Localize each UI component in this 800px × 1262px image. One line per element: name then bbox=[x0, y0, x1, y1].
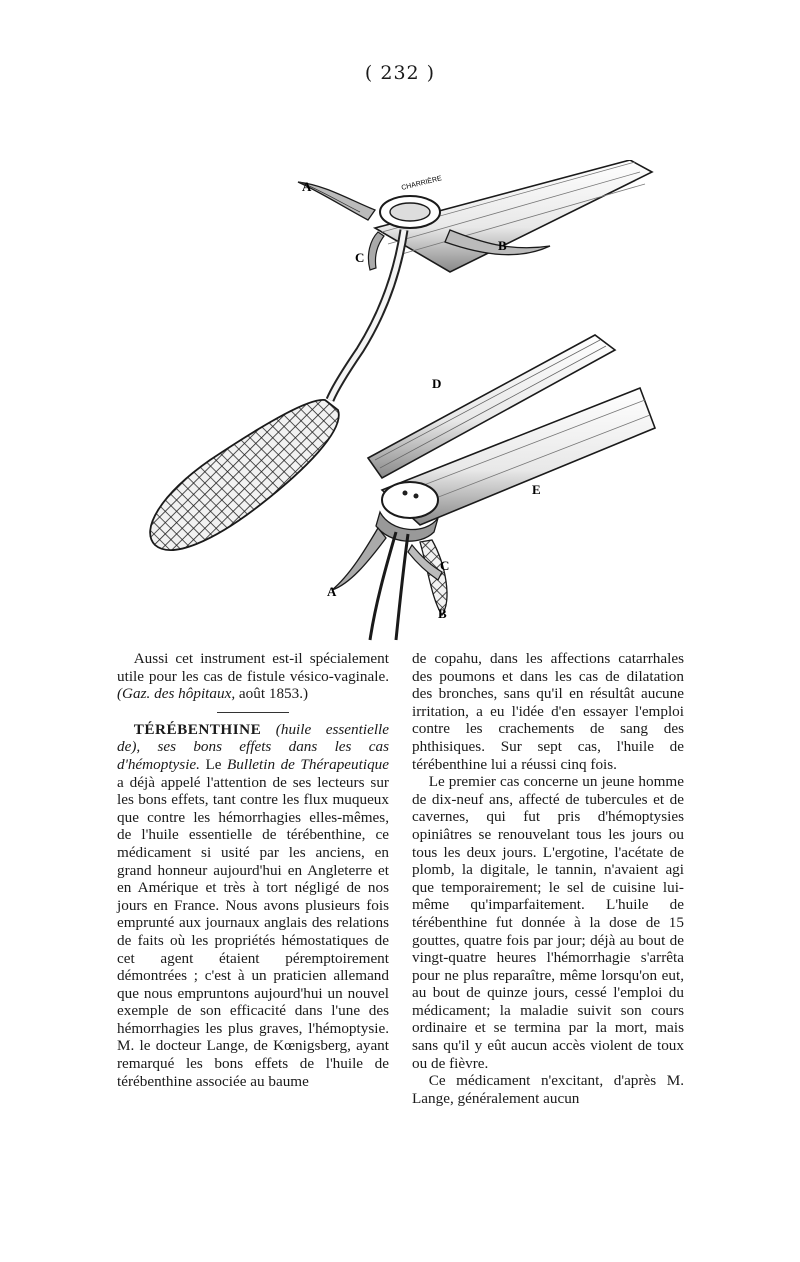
section-divider bbox=[217, 712, 289, 713]
citation-gazette: (Gaz. des hôpitaux, bbox=[117, 685, 236, 703]
label-d: D bbox=[432, 376, 442, 391]
label-a-lower: A bbox=[327, 584, 337, 599]
entry-headword: TÉRÉBENTHINE bbox=[133, 720, 262, 738]
left-column bbox=[117, 650, 389, 1090]
label-c-upper: C bbox=[355, 250, 365, 265]
label-a-upper: A bbox=[302, 179, 312, 194]
right-paragraph-3: Ce médicament n'excitant, d'après M. Lange, généralement aucun bbox=[412, 1072, 684, 1107]
label-c-lower: C bbox=[440, 558, 450, 573]
right-paragraph-1: de copahu, dans les affections catarrhales des poumons et dans les cas de dilatation des bronches, sans qu'il en résultât aucune irritation, a eu l'idée d'en essayer l'emploi contre les crachements de sang des phthisiques. Sur sept cas, l'huile de térébenthine lui a réussi cinq fois. bbox=[412, 650, 684, 773]
entry-subtitle: (huile essentielle de), ses bons effets dans les cas d'hémoptysie. bbox=[117, 720, 389, 773]
left-paragraph-intro: Aussi cet instrument est-il spécialement utile pour les cas de fistule vésico-vaginale. (Gaz. des hôpitaux, août 1853.) bbox=[117, 650, 389, 703]
label-e: E bbox=[532, 482, 541, 497]
right-column bbox=[412, 650, 684, 1107]
label-b-upper: B bbox=[498, 238, 507, 253]
left-paragraph-terebenthine: TÉRÉBENTHINE (huile essentielle de), ses bons effets dans les cas d'hémoptysie. Le Bulletin de Thérapeutique a déjà appelé l'attention de ses lecteurs sur les bons effets, tant contre les flux muqueux que contre les hémorrhagies elles-mêmes, de l'huile essentielle de térébenthine, ce médicament si usité par les anciens, en grand honneur aujourd'hui en Angleterre et en Amérique et très à tort négligé de nos jours en France. Nous avons plusieurs fois emprunté aux journaux anglais des relations de faits où les propriétés hémostatiques de cet agent étaient péremptoirement démontrées ; c'est à un praticien allemand que nous empruntons aujourd'hui un nouvel exemple de son efficacité dans l'une des hémorrhagies les plus graves, l'hémoptysie. M. le docteur Lange, de Kœnigsberg, ayant remarqué les bons effets de l'huile de térébenthine associée au baume bbox=[117, 720, 389, 1090]
page-number: ( 232 ) bbox=[364, 62, 436, 84]
label-b-lower: B bbox=[438, 606, 447, 621]
open-speculum bbox=[332, 335, 655, 640]
right-paragraph-2: Le premier cas concerne un jeune homme de dix-neuf ans, affecté de tubercules et de cavernes, qui fut pris d'hémoptysies opiniâtres se renouvelant tous les jours ou tous les deux jours. L'ergotine, l'acétate de plomb, la digitale, le tannin, n'avaient agi que temporairement; le sel de cuisine lui-même qu'imparfaitement. L'huile de térébenthine fut donnée à la dose de 15 gouttes, quatre fois par jour; déjà au bout de vingt-quatre heures l'hémorrhagie s'arrêta pour ne plus reparaître, même lorsqu'on eut, au bout de quinze jours, cessé l'emploi du médicament; la maladie suivit son cours ordinaire et se termina par la mort, mais sans qu'il y eût aucun accès violent de toux ou de fièvre. bbox=[412, 773, 684, 1072]
journal-title: Bulletin de Thérapeutique bbox=[227, 755, 389, 773]
blade-engraving: CHARRIÈRE bbox=[400, 175, 443, 192]
speculum-illustration bbox=[120, 160, 690, 650]
